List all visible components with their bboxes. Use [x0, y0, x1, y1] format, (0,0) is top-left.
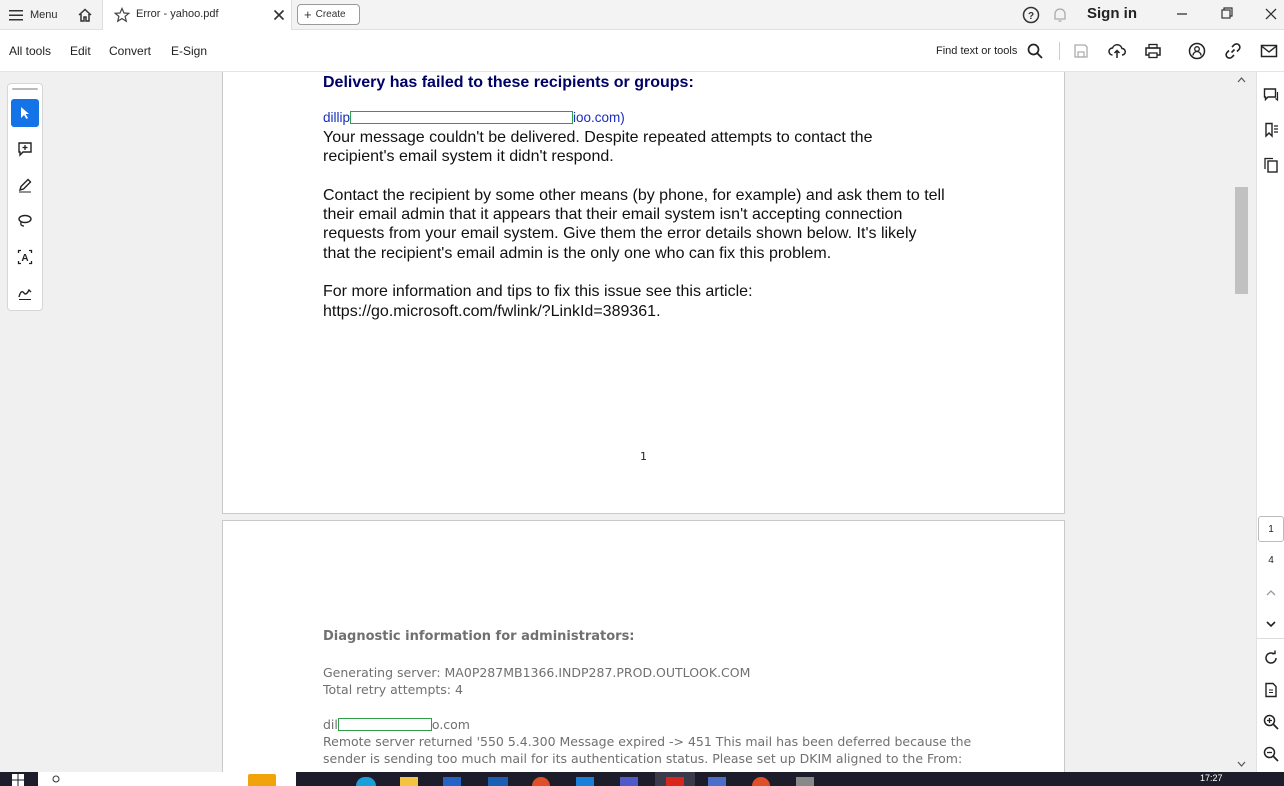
retry-attempts: Total retry attempts: 4	[323, 682, 463, 697]
page-number: 1	[640, 450, 647, 463]
close-tab-icon[interactable]	[273, 9, 285, 21]
body-line: For more information and tips to fix this issue see this article:	[323, 283, 753, 301]
quick-tools-panel	[7, 83, 43, 311]
help-button[interactable]	[1022, 6, 1040, 29]
minimize-button[interactable]	[1176, 7, 1188, 25]
address-suffix: o.com	[431, 717, 470, 732]
menu-label: Menu	[30, 9, 58, 21]
comments-panel-button[interactable]	[1262, 86, 1280, 104]
body-line: Contact the recipient by some other means (by phone, for example) and ask them to tell	[323, 186, 945, 204]
body-line: recipient's email system it didn't respond.	[323, 148, 614, 166]
right-panel-rail	[1256, 72, 1284, 772]
zoom-in-icon	[1263, 714, 1279, 730]
zoom-in-button[interactable]	[1262, 713, 1280, 731]
star-icon[interactable]	[114, 7, 130, 23]
create-label: Create	[315, 9, 346, 20]
body-line	[323, 167, 945, 186]
pdf-page-2	[222, 520, 1065, 772]
menu-all-tools[interactable]: All tools	[9, 44, 52, 58]
save-button[interactable]	[1071, 41, 1091, 61]
close-window-button[interactable]	[1265, 7, 1277, 25]
home-icon	[77, 7, 93, 23]
previous-page-button[interactable]	[1262, 584, 1280, 602]
cursor-icon	[18, 106, 32, 120]
email-button[interactable]	[1259, 41, 1279, 61]
svg-text:?: ?	[1027, 11, 1035, 22]
acrobat-icon	[666, 777, 684, 786]
toolbar-divider	[1059, 42, 1060, 60]
text-recognition-tool[interactable]	[11, 243, 39, 271]
zoom-out-icon	[1263, 746, 1279, 762]
bookmark-icon	[1263, 122, 1279, 138]
lasso-icon	[17, 213, 33, 229]
rotate-button[interactable]	[1262, 649, 1280, 667]
pdf-page-1	[222, 72, 1065, 514]
signature-icon	[17, 285, 33, 301]
scrollbar-thumb[interactable]	[1235, 187, 1248, 294]
sign-tool[interactable]	[11, 279, 39, 307]
panel-grip	[12, 88, 38, 90]
tab-title: Error - yahoo.pdf	[136, 8, 219, 20]
bell-icon	[1051, 6, 1069, 24]
find-button[interactable]	[1025, 41, 1045, 61]
current-page-input[interactable]: 1	[1258, 516, 1284, 542]
zoom-out-button[interactable]	[1262, 745, 1280, 763]
generating-server: Generating server: MA0P287MB1366.INDP287.PROD.OUTLOOK.COM	[323, 665, 751, 680]
acrobat-taskbar-button[interactable]	[655, 772, 695, 786]
svg-text:A: A	[21, 253, 29, 264]
cloud-upload-icon	[1108, 43, 1126, 59]
browser-icon[interactable]	[752, 777, 770, 786]
fit-page-icon	[1263, 682, 1279, 698]
draw-tool[interactable]	[11, 171, 39, 199]
vertical-scrollbar[interactable]	[1234, 72, 1249, 772]
comments-icon	[1263, 87, 1279, 103]
upload-button[interactable]	[1107, 41, 1127, 61]
home-button[interactable]	[77, 0, 93, 30]
restore-button[interactable]	[1221, 6, 1233, 24]
menu-edit[interactable]: Edit	[70, 44, 91, 58]
minimize-icon	[1176, 8, 1188, 20]
delivery-failed-heading: Delivery has failed to these recipients or groups:	[323, 74, 694, 91]
help-icon	[1022, 6, 1040, 24]
printer-icon	[1144, 43, 1162, 59]
body-line: requests from your email system. Give them the error details shown below. It's likely	[323, 225, 917, 243]
address-prefix: dil	[323, 717, 338, 732]
misc-app-icon[interactable]	[796, 777, 814, 786]
select-tool[interactable]	[11, 99, 39, 127]
store-icon[interactable]	[443, 777, 461, 786]
page-fit-button[interactable]	[1262, 681, 1280, 699]
share-button[interactable]	[1187, 41, 1207, 61]
find-label[interactable]: Find text or tools	[936, 45, 1018, 57]
chrome-icon[interactable]	[532, 777, 550, 786]
body-line: https://go.microsoft.com/fwlink/?LinkId=389361.	[323, 302, 661, 320]
recipient-suffix: ioo.com)	[573, 110, 625, 125]
windows-start-icon[interactable]	[12, 774, 24, 786]
chevron-down-icon	[1265, 619, 1277, 629]
recipient-address	[323, 110, 625, 125]
next-page-button[interactable]	[1262, 615, 1280, 633]
add-comment-icon	[17, 141, 33, 157]
hamburger-icon	[9, 9, 23, 21]
main-toolbar	[0, 30, 1284, 72]
rail-divider	[1257, 638, 1284, 639]
document-tab[interactable]	[102, 0, 292, 30]
scroll-up-icon[interactable]	[1237, 76, 1246, 84]
body-line	[323, 263, 945, 282]
restore-icon	[1221, 7, 1233, 19]
message-body	[323, 128, 945, 321]
redaction-box	[350, 111, 573, 124]
close-icon	[1265, 8, 1277, 20]
mail-icon	[1260, 43, 1278, 59]
search-icon	[52, 775, 61, 784]
diagnostic-title: Diagnostic information for administrators:	[323, 629, 635, 644]
chevron-up-icon	[1265, 588, 1277, 598]
notifications-button[interactable]	[1051, 6, 1069, 29]
remote-server-line: Remote server returned '550 5.4.300 Message expired -> 451 This mail has been deferred because the	[323, 734, 972, 749]
share-user-icon	[1188, 42, 1206, 60]
rotate-icon	[1263, 650, 1279, 666]
app-icon[interactable]	[488, 777, 508, 786]
comment-tool[interactable]	[11, 135, 39, 163]
create-button[interactable]	[297, 4, 360, 25]
sign-in-button[interactable]: Sign in	[1087, 5, 1137, 22]
body-line: that the recipient's email admin is the only one who can fix this problem.	[323, 244, 832, 262]
total-pages: 4	[1268, 555, 1274, 566]
search-icon	[1027, 43, 1043, 59]
windows-taskbar	[0, 772, 1284, 786]
taskbar-clock[interactable]: 17:27	[1200, 773, 1223, 783]
redaction-box	[338, 718, 432, 731]
print-button[interactable]	[1143, 41, 1163, 61]
menu-esign[interactable]: E-Sign	[171, 44, 208, 58]
scroll-down-icon[interactable]	[1237, 760, 1246, 768]
outlook-icon[interactable]	[576, 777, 594, 786]
lasso-tool[interactable]	[11, 207, 39, 235]
explorer-icon[interactable]	[400, 777, 418, 786]
pages-icon	[1263, 157, 1279, 173]
teams-icon[interactable]	[620, 777, 638, 786]
recipient-prefix: dillip	[323, 110, 351, 125]
link-icon	[1224, 42, 1242, 60]
menu-button[interactable]	[9, 0, 58, 30]
pen-icon	[17, 177, 33, 193]
word-icon[interactable]	[708, 777, 726, 786]
folder-icon[interactable]	[248, 774, 276, 786]
body-line: Your message couldn't be delivered. Despite repeated attempts to contact the	[323, 129, 873, 146]
edge-icon[interactable]	[356, 777, 376, 786]
failed-address	[323, 716, 470, 733]
menu-convert[interactable]: Convert	[109, 44, 152, 58]
bookmarks-panel-button[interactable]	[1262, 121, 1280, 139]
pages-panel-button[interactable]	[1262, 156, 1280, 174]
plus-icon: +	[304, 7, 312, 22]
document-viewer[interactable]	[46, 72, 1234, 772]
title-bar	[0, 0, 1284, 30]
text-select-icon	[17, 249, 33, 265]
body-line: their email admin that it appears that their email system isn't accepting connection	[323, 206, 903, 224]
save-icon	[1073, 43, 1089, 59]
link-button[interactable]	[1223, 41, 1243, 61]
remote-server-line: sender is sending too much mail for its authentication status. Please set up DKIM aligned to the From:	[323, 751, 963, 766]
